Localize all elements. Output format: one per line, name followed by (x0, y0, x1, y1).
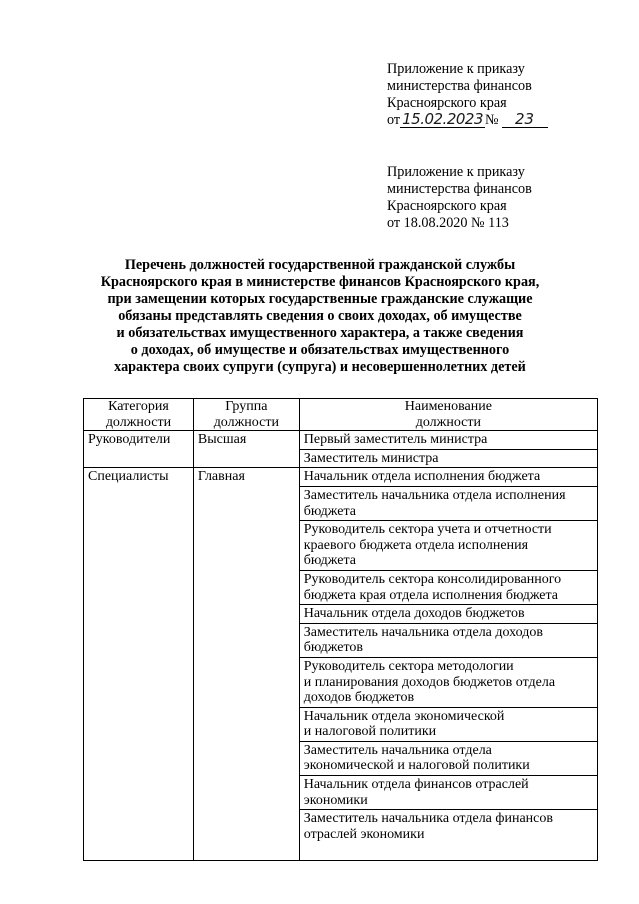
annex-header-original (387, 164, 532, 232)
annex-line: министерства финансов (387, 181, 532, 197)
annex-line: Красноярского края (387, 198, 507, 214)
position-name-cell (299, 570, 597, 604)
title-line: и обязательствах имущественного характера, а также сведения (116, 325, 524, 341)
position-name-line: бюджетов (303, 640, 363, 656)
group-cell: Высшая (193, 431, 299, 468)
header-text: должности (105, 414, 172, 430)
table-row (84, 468, 598, 487)
date-prefix: от (387, 112, 401, 128)
table-body (84, 431, 598, 861)
handwritten-number: 23 (502, 112, 548, 128)
number-sign: № (485, 112, 499, 128)
title-line: характера своих супруги (супруга) и несовершеннолетних детей (114, 359, 526, 375)
title-line: Красноярского края в министерстве финансов Красноярского края, (100, 274, 540, 290)
position-name-line: Заместитель начальника отдела финансов (303, 811, 553, 827)
annex-line: Приложение к приказу (387, 61, 525, 77)
header-group (193, 399, 299, 431)
position-name-cell (299, 707, 597, 741)
position-name-line: бюджета (303, 553, 356, 569)
position-name-line: Начальник отдела исполнения бюджета (303, 469, 541, 485)
position-name-line: Заместитель начальника отдела исполнения (303, 487, 566, 503)
annex-line: Приложение к приказу (387, 164, 525, 180)
header-text: Наименование (404, 399, 492, 414)
position-name-line: бюджета края отдела исполнения бюджета (303, 587, 559, 603)
position-name-cell (299, 449, 597, 468)
table-row (84, 431, 598, 450)
title-line: о доходах, об имуществе и обязательствах имущественного (130, 342, 510, 358)
title-line: Перечень должностей государственной гражданской службы (124, 257, 516, 273)
position-name-line: Руководитель сектора учета и отчетности (303, 522, 552, 538)
position-name-line: Руководитель сектора консолидированного (303, 571, 562, 587)
position-name-cell (299, 741, 597, 775)
position-name-line: отраслей экономики (303, 826, 425, 842)
handwritten-date: 15.02.2023 (402, 110, 483, 128)
annex-date-line (387, 112, 548, 129)
position-name-cell (299, 605, 597, 624)
position-name-line: краевого бюджета отдела исполнения (303, 537, 529, 553)
position-name-cell (299, 623, 597, 657)
annex-line: от 18.08.2020 № 113 (387, 215, 509, 231)
position-name-line: Заместитель министра (303, 450, 439, 466)
annex-line: министерства финансов (387, 78, 532, 94)
position-name-cell (299, 776, 597, 810)
position-name-cell (299, 486, 597, 520)
position-name-line: Начальник отдела доходов бюджетов (303, 606, 525, 622)
header-text: должности (415, 414, 481, 430)
position-name-cell (299, 521, 597, 571)
header-category (84, 399, 194, 431)
position-name-line: и налоговой политики (303, 724, 437, 740)
position-name-cell (299, 431, 597, 450)
position-name-line: Первый заместитель министра (303, 432, 488, 448)
category-cell: Руководители (84, 431, 194, 468)
annex-line: Красноярского края (387, 95, 507, 111)
position-name-cell (299, 657, 597, 707)
annex-header-current (387, 61, 548, 129)
position-name-line: бюджета (303, 503, 356, 519)
position-name-line: экономической и налоговой политики (303, 758, 530, 774)
position-name-line: экономики (303, 792, 368, 808)
header-text: Группа (225, 399, 268, 414)
table-header-row (84, 399, 598, 431)
position-name-line: Заместитель начальника отдела (303, 742, 492, 758)
document-title (40, 257, 600, 376)
position-name-line: Заместитель начальника отдела доходов (303, 624, 543, 640)
position-name-line: Начальник отдела финансов отраслей (303, 777, 529, 793)
position-name-line: Руководитель сектора методологии (303, 658, 514, 674)
header-text: должности (213, 414, 279, 430)
header-text: Категория (108, 399, 169, 414)
position-name-line: и планирования доходов бюджетов отдела (303, 674, 556, 690)
position-name-cell (299, 468, 597, 487)
header-name (299, 399, 597, 431)
group-cell: Главная (193, 468, 299, 861)
title-line: при замещении которых государственные гражданские служащие (107, 291, 533, 307)
position-name-cell (299, 810, 597, 861)
position-name-line: Начальник отдела экономической (303, 708, 505, 724)
position-name-line: доходов бюджетов (303, 690, 415, 706)
title-line: обязаны представлять сведения о своих доходах, об имуществе (118, 308, 522, 324)
category-cell: Специалисты (84, 468, 194, 861)
positions-table (83, 398, 598, 861)
